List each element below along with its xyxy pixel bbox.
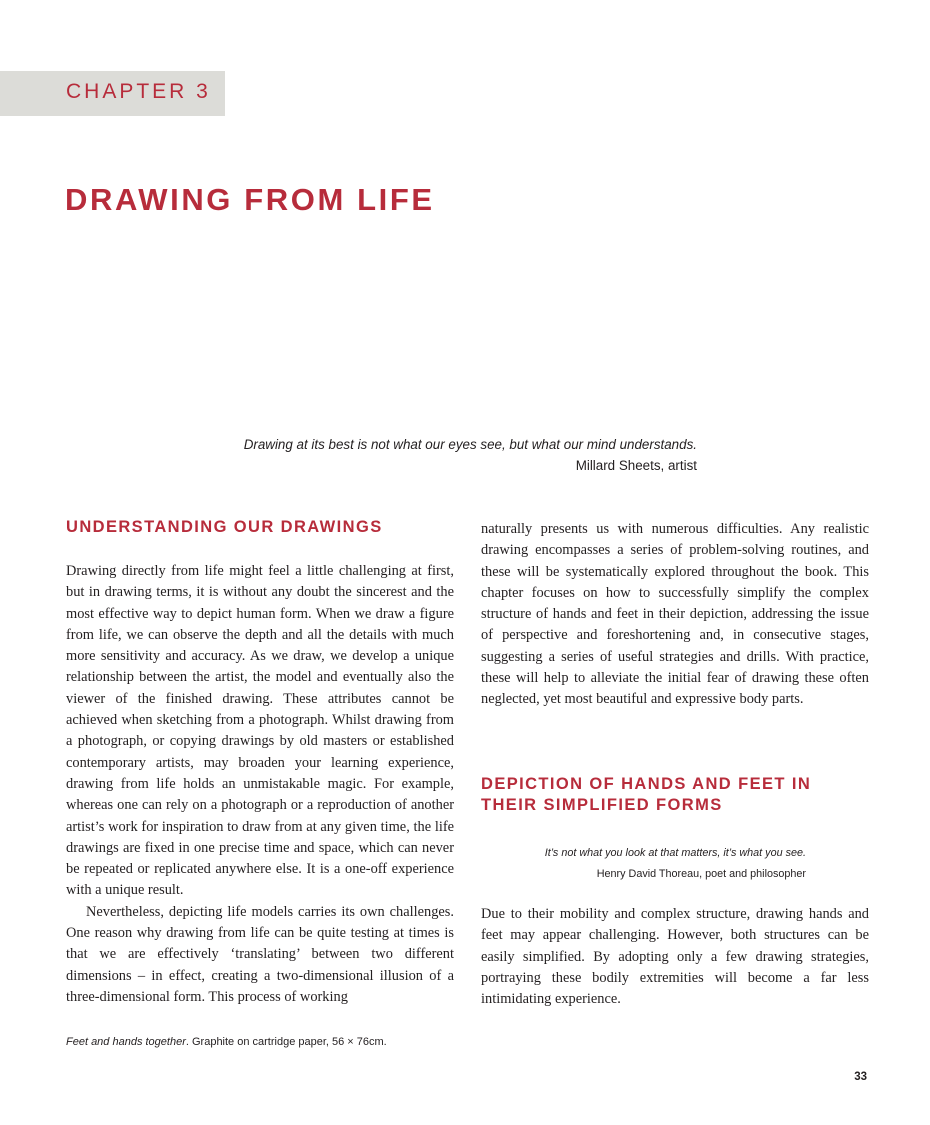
section-heading-depiction: DEPICTION OF HANDS AND FEET IN THEIR SIMPLIFIED FORMS — [481, 775, 812, 814]
epigraph-quote: Drawing at its best is not what our eyes see, but what our mind understands. — [243, 437, 697, 452]
paragraph: Drawing directly from life might feel a little challenging at first, but in drawing terms, it is without any doubt the sincerest and the most effective way to depict human form. When we draw a figure from life, we can observe the depth and all the details with much more sensitivity and accuracy. As we draw, we develop a unique relationship between the artist, the model and eventually also the viewer of the finished drawing. These attributes cannot be achieved when sketching from a photograph. Whilst drawing from a photograph, or copying drawings by old masters or established contemporary artists, may broaden your learning experience, drawing from life holds an unmistakable magic. For example, whereas one can rely on a photograph or a reproduction of another artist’s work for inspiration to draw from at any given time, the life drawings are fixed in one precise time and space, which can never be repeated or replicated anywhere else. It is a one-off experience with a unique result. — [66, 563, 454, 899]
epigraph — [244, 434, 697, 476]
section-quote-attribution: Henry David Thoreau, poet and philosopher — [596, 868, 806, 880]
caption-title: Feet and hands together — [66, 1036, 186, 1048]
body-column-left — [66, 561, 454, 1008]
figure-caption — [66, 1036, 387, 1048]
paragraph: naturally presents us with numerous difficulties. Any realistic drawing encompasses a series of problem-solving routines, and these will be systematically explored throughout the book. This chapter focuses on how to successfully simplify the complex structure of hands and feet in their depiction, addressing the issue of perspective and foreshortening and, in consecutive stages, suggesting a series of useful strategies and drills. With practice, these will help to alleviate the initial fear of drawing these often neglected, yet most beautiful and expressive body parts. — [481, 521, 869, 708]
page-number: 33 — [854, 1071, 867, 1083]
chapter-label: CHAPTER 3 — [66, 80, 211, 103]
section-quote — [481, 843, 806, 885]
caption-text: . Graphite on cartridge paper, 56 × 76cm. — [185, 1036, 387, 1048]
body-column-right-section2 — [481, 904, 869, 1010]
body-column-right — [481, 519, 869, 711]
paragraph: Due to their mobility and complex structure, drawing hands and feet may appear challenging. However, both structures can be easily simplified. By adopting only a few drawing strategies, portraying these bodily extremities will become a far less intimidating experience. — [481, 906, 869, 1008]
section-quote-text: It’s not what you look at that matters, it’s what you see. — [544, 847, 806, 859]
chapter-title: DRAWING FROM LIFE — [65, 182, 435, 217]
epigraph-attribution: Millard Sheets, artist — [575, 458, 697, 473]
section-heading-understanding: UNDERSTANDING OUR DRAWINGS — [66, 518, 383, 536]
paragraph: Nevertheless, depicting life models carries its own challenges. One reason why drawing from life can be quite testing at times is that we are effectively ‘translating’ between two different dimensions – in effect, creating a two-dimensional illusion of a three-dimensional form. This process of working — [66, 903, 454, 1005]
